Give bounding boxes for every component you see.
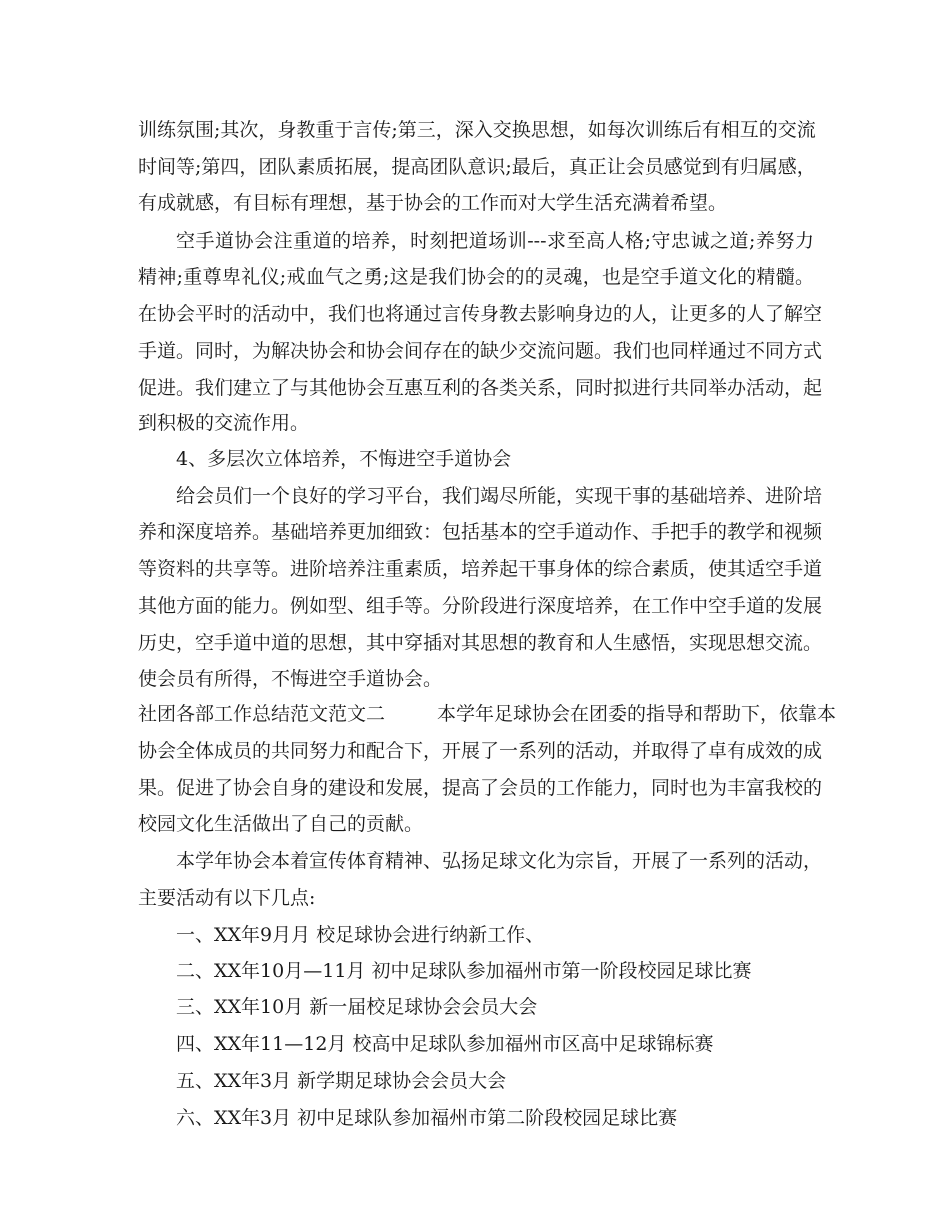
paragraph-line: 促进。我们建立了与其他协会互惠互利的各类关系，同时拟进行共同举办活动，起 — [138, 377, 823, 399]
paragraph-line: 历史，空手道中道的思想，其中穿插对其思想的教育和人生感悟，实现思想交流。 — [138, 632, 823, 654]
paragraph-line: 协会全体成员的共同努力和配合下，开展了一系列的活动，并取得了卓有成效的成 — [138, 740, 823, 762]
heading-line — [138, 697, 837, 731]
paragraph-line: 校园文化生活做出了自己的贡献。 — [138, 813, 424, 835]
paragraph-line: 在协会平时的活动中，我们也将通过言传身教去影响身边的人，让更多的人了解空 — [138, 303, 823, 325]
paragraph-line: 时间等;第四，团队素质拓展，提高团队意识;最后，真正让会员感觉到有归属感， — [138, 156, 816, 178]
paragraph-line: 精神;重尊卑礼仪;戒血气之勇;这是我们协会的的灵魂，也是空手道文化的精髓。 — [138, 266, 814, 288]
paragraph-line: 主要活动有以下几点: — [138, 887, 316, 909]
paragraph-line: 本学年协会本着宣传体育精神、弘扬足球文化为宗旨，开展了一系列的活动， — [176, 850, 823, 872]
paragraph-line: 训练氛围;其次，身教重于言传;第三，深入交换思想，如每次训练后有相互的交流 — [138, 119, 816, 141]
paragraph-text: 本学年足球协会在团委的指导和帮助下，依靠本 — [437, 703, 837, 725]
paragraph-line: 有成就感，有目标有理想，基于协会的工作而对大学生活充满着希望。 — [138, 192, 728, 214]
paragraph-line: 果。促进了协会自身的建设和发展，提高了会员的工作能力，同时也为丰富我校的 — [138, 777, 823, 799]
list-item: 二、XX年10月—11月 初中足球队参加福州市第一阶段校园足球比赛 — [176, 960, 752, 982]
section-subheading: 4、多层次立体培养，不悔进空手道协会 — [176, 448, 512, 470]
paragraph-line: 手道。同时，为解决协会和协会间存在的缺少交流问题。我们也同样通过不同方式 — [138, 340, 823, 362]
paragraph-line: 使会员有所得，不悔进空手道协会。 — [138, 668, 443, 690]
list-item: 四、XX年11—12月 校高中足球队参加福州市区高中足球锦标赛 — [176, 1033, 714, 1055]
list-item: 一、XX年9月月 校足球协会进行纳新工作、 — [176, 924, 545, 946]
paragraph-line: 等资料的共享等。进阶培养注重素质，培养起干事身体的综合素质，使其适空手道 — [138, 558, 823, 580]
list-item: 六、XX年3月 初中足球队参加福州市第二阶段校园足球比赛 — [176, 1107, 678, 1129]
list-item: 三、XX年10月 新一届校足球协会会员大会 — [176, 996, 538, 1018]
list-item: 五、XX年3月 新学期足球协会会员大会 — [176, 1070, 507, 1092]
paragraph-line: 到积极的交流作用。 — [138, 412, 310, 434]
section-title: 社团各部工作总结范文范文二 — [138, 703, 386, 725]
paragraph-line: 其他方面的能力。例如型、组手等。分阶段进行深度培养，在工作中空手道的发展 — [138, 595, 823, 617]
paragraph-line: 给会员们一个良好的学习平台，我们竭尽所能，实现干事的基础培养、进阶培 — [176, 485, 823, 507]
paragraph-line: 养和深度培养。基础培养更加细致：包括基本的空手道动作、手把手的教学和视频 — [138, 521, 823, 543]
paragraph-line: 空手道协会注重道的培养，时刻把道场训---求至高人格;守忠诚之道;养努力 — [176, 230, 814, 252]
